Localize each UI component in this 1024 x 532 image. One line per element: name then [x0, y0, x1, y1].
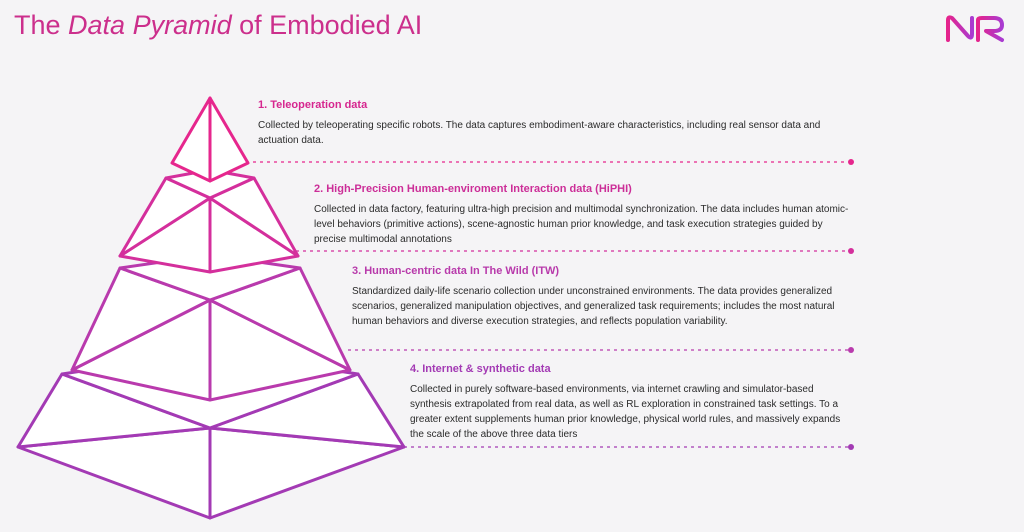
tier-2-text [314, 182, 914, 247]
tier-4-description: Collected in purely software-based environments, via internet crawling and simulator-based synthesis extrapolated from real data, as well as RL exploration in constrained task settings. To a greater extent supplements human prior knowledge, physical world rules, and massively expands the scale of the above three data tiers [410, 384, 841, 440]
tier-1-description: Collected by teleoperating specific robots. The data captures embodiment-aware characteristics, including real sensor data and actuation data. [258, 120, 821, 146]
pyramid-tier-2 [120, 170, 298, 272]
tier-4-text [410, 362, 1010, 442]
pyramid-tier-3 [72, 255, 350, 400]
tier-3-text [352, 264, 952, 329]
tier-3-heading: 3. Human-centric data In The Wild (ITW) [352, 265, 560, 277]
tier-1-heading: 1. Teleoperation data [258, 99, 368, 111]
tier-2-heading: 2. High-Precision Human-enviroment Interaction data (HiPHI) [314, 183, 632, 195]
tier-2-description: Collected in data factory, featuring ultra-high precision and multimodal synchronization. The data includes human atomic-level behaviors (primitive actions), scene-agnostic human prior knowledge, and task execution strategies guided by precise multimodal annotations [314, 204, 849, 245]
pyramid-tier-1 [172, 98, 248, 181]
tier-1-text [258, 98, 858, 148]
tier-3-description: Standardized daily-life scenario collection under unconstrained environments. The data provides generalized scenarios, generalized manipulation objectives, and generalized task requirements; includes the most natural human behaviors and diverse execution strategies, and reflects population variability. [352, 286, 835, 327]
tier-4-heading: 4. Internet & synthetic data [410, 363, 551, 375]
page-title: The Data Pyramid of Embodied AI [14, 10, 423, 40]
